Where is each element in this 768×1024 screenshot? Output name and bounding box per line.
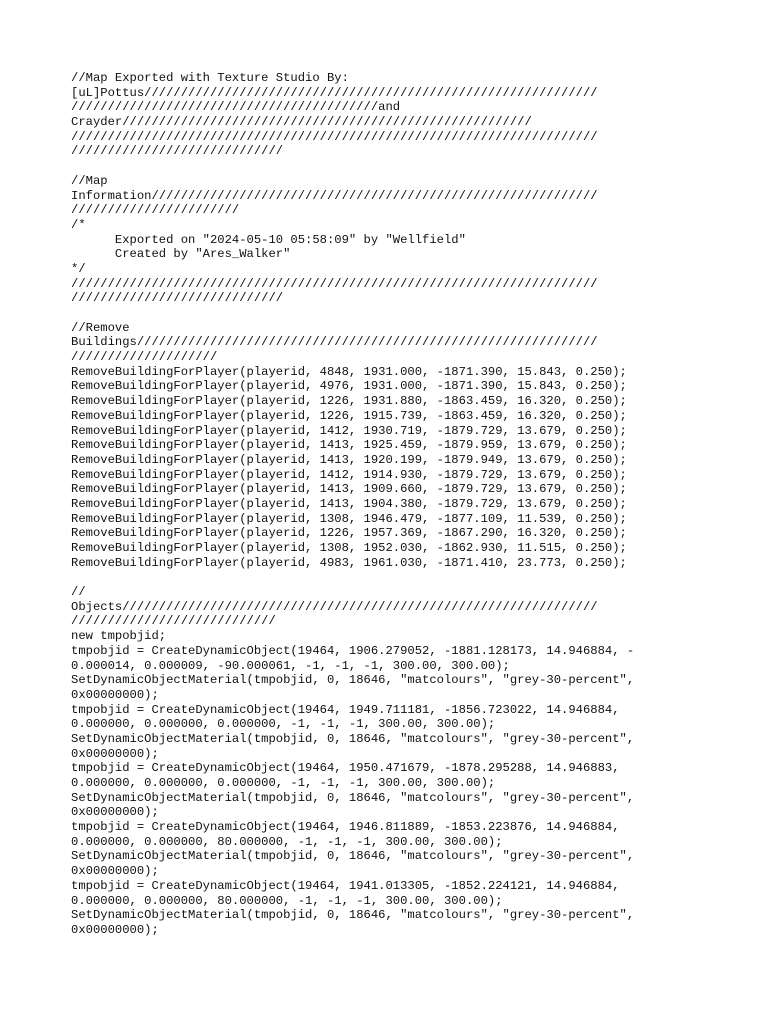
- code-line: RemoveBuildingForPlayer(playerid, 1412, 1930.719, -1879.729, 13.679, 0.250);: [71, 423, 627, 438]
- code-line: 0.000000, 0.000000, 0.000000, -1, -1, -1, 300.00, 300.00);: [71, 776, 496, 790]
- blank-line: [71, 306, 711, 321]
- text-line: /////////////////////////////: [71, 291, 284, 306]
- text-line: //Map Exported with Texture Studio By:: [71, 71, 349, 85]
- text-line: ////////////////////: [71, 350, 218, 365]
- text-line: Exported on "2024-05-10 05:58:09" by "Wellfield": [71, 232, 466, 247]
- code-line: RemoveBuildingForPlayer(playerid, 1413, 1925.459, -1879.959, 13.679, 0.250);: [71, 438, 627, 453]
- code-line: RemoveBuildingForPlayer(playerid, 4983, 1961.030, -1871.410, 23.773, 0.250);: [71, 555, 627, 570]
- code-line: 0.000000, 0.000000, 80.000000, -1, -1, -1, 300.00, 300.00);: [71, 893, 503, 908]
- text-line: Created by "Ares_Walker": [71, 247, 291, 262]
- text-line: //Map: [71, 173, 108, 188]
- code-line: 0.000000, 0.000000, 80.000000, -1, -1, -1, 300.00, 300.00);: [71, 834, 503, 849]
- text-line: Buildings///////////////////////////////////////////////////////////////: [71, 335, 598, 350]
- text-line: //: [71, 585, 86, 600]
- text-line: ////////////////////////////: [71, 614, 276, 629]
- code-line: RemoveBuildingForPlayer(playerid, 1226, 1931.880, -1863.459, 16.320, 0.250);: [71, 394, 627, 409]
- code-line: RemoveBuildingForPlayer(playerid, 1412, 1914.930, -1879.729, 13.679, 0.250);: [71, 467, 627, 482]
- code-line: RemoveBuildingForPlayer(playerid, 1226, 1915.739, -1863.459, 16.320, 0.250);: [71, 408, 627, 423]
- text-line: Objects/////////////////////////////////////////////////////////////////: [71, 599, 598, 614]
- code-line: SetDynamicObjectMaterial(tmpobjid, 0, 18646, "matcolours", "grey-30-percent",: [71, 731, 635, 746]
- code-line: 0x00000000);: [71, 922, 159, 937]
- document-body: [71, 71, 711, 952]
- code-line: RemoveBuildingForPlayer(playerid, 1413, 1909.660, -1879.729, 13.679, 0.250);: [71, 482, 627, 497]
- code-line: RemoveBuildingForPlayer(playerid, 1226, 1957.369, -1867.290, 16.320, 0.250);: [71, 526, 627, 541]
- code-line: new tmpobjid;: [71, 629, 167, 644]
- code-line: [71, 938, 711, 953]
- code-line: tmpobjid = CreateDynamicObject(19464, 1906.279052, -1881.128173, 14.946884, -: [71, 643, 635, 658]
- code-line: SetDynamicObjectMaterial(tmpobjid, 0, 18646, "matcolours", "grey-30-percent",: [71, 849, 635, 864]
- code-line: 0x00000000);: [71, 687, 159, 702]
- code-line: 0x00000000);: [71, 746, 159, 761]
- code-line: RemoveBuildingForPlayer(playerid, 4976, 1931.000, -1871.390, 15.843, 0.250);: [71, 379, 627, 394]
- text-line: Information/////////////////////////////////////////////////////////////: [71, 188, 598, 203]
- text-line: */: [71, 261, 86, 276]
- blank-line: [71, 570, 711, 585]
- code-line: 0.000014, 0.000009, -90.000061, -1, -1, -1, 300.00, 300.00);: [71, 658, 510, 673]
- text-line: //Remove: [71, 320, 130, 335]
- code-line: 0x00000000);: [71, 805, 159, 820]
- code-line: tmpobjid = CreateDynamicObject(19464, 1946.811889, -1853.223876, 14.946884,: [71, 820, 620, 835]
- text-line: /////////////////////////////: [71, 144, 284, 159]
- text-line: ////////////////////////////////////////////////////////////////////////: [71, 129, 598, 144]
- code-line: tmpobjid = CreateDynamicObject(19464, 1949.711181, -1856.723022, 14.946884,: [71, 702, 620, 717]
- code-line: RemoveBuildingForPlayer(playerid, 4848, 1931.000, -1871.390, 15.843, 0.250);: [71, 364, 627, 379]
- code-line: RemoveBuildingForPlayer(playerid, 1308, 1946.479, -1877.109, 11.539, 0.250);: [71, 511, 627, 526]
- code-line: RemoveBuildingForPlayer(playerid, 1413, 1904.380, -1879.729, 13.679, 0.250);: [71, 496, 627, 511]
- code-line: SetDynamicObjectMaterial(tmpobjid, 0, 18646, "matcolours", "grey-30-percent",: [71, 908, 635, 923]
- text-line: [uL]Pottus//////////////////////////////////////////////////////////////: [71, 85, 598, 100]
- code-line: RemoveBuildingForPlayer(playerid, 1308, 1952.030, -1862.930, 11.515, 0.250);: [71, 541, 627, 555]
- code-line: SetDynamicObjectMaterial(tmpobjid, 0, 18646, "matcolours", "grey-30-percent",: [71, 790, 635, 805]
- text-line: ///////////////////////: [71, 203, 240, 218]
- text-line: Crayder////////////////////////////////////////////////////////: [71, 115, 532, 130]
- code-line: tmpobjid = CreateDynamicObject(19464, 1941.013305, -1852.224121, 14.946884,: [71, 878, 620, 893]
- code-line: SetDynamicObjectMaterial(tmpobjid, 0, 18646, "matcolours", "grey-30-percent",: [71, 673, 635, 688]
- text-line: //////////////////////////////////////////and: [71, 100, 401, 115]
- blank-line: [71, 159, 711, 174]
- code-line: 0x00000000);: [71, 864, 159, 879]
- text-line: /*: [71, 217, 86, 232]
- code-line: 0.000000, 0.000000, 0.000000, -1, -1, -1, 300.00, 300.00);: [71, 717, 496, 732]
- code-line: RemoveBuildingForPlayer(playerid, 1413, 1920.199, -1879.949, 13.679, 0.250);: [71, 452, 627, 467]
- text-line: ////////////////////////////////////////////////////////////////////////: [71, 276, 598, 291]
- code-line: tmpobjid = CreateDynamicObject(19464, 1950.471679, -1878.295288, 14.946883,: [71, 761, 620, 776]
